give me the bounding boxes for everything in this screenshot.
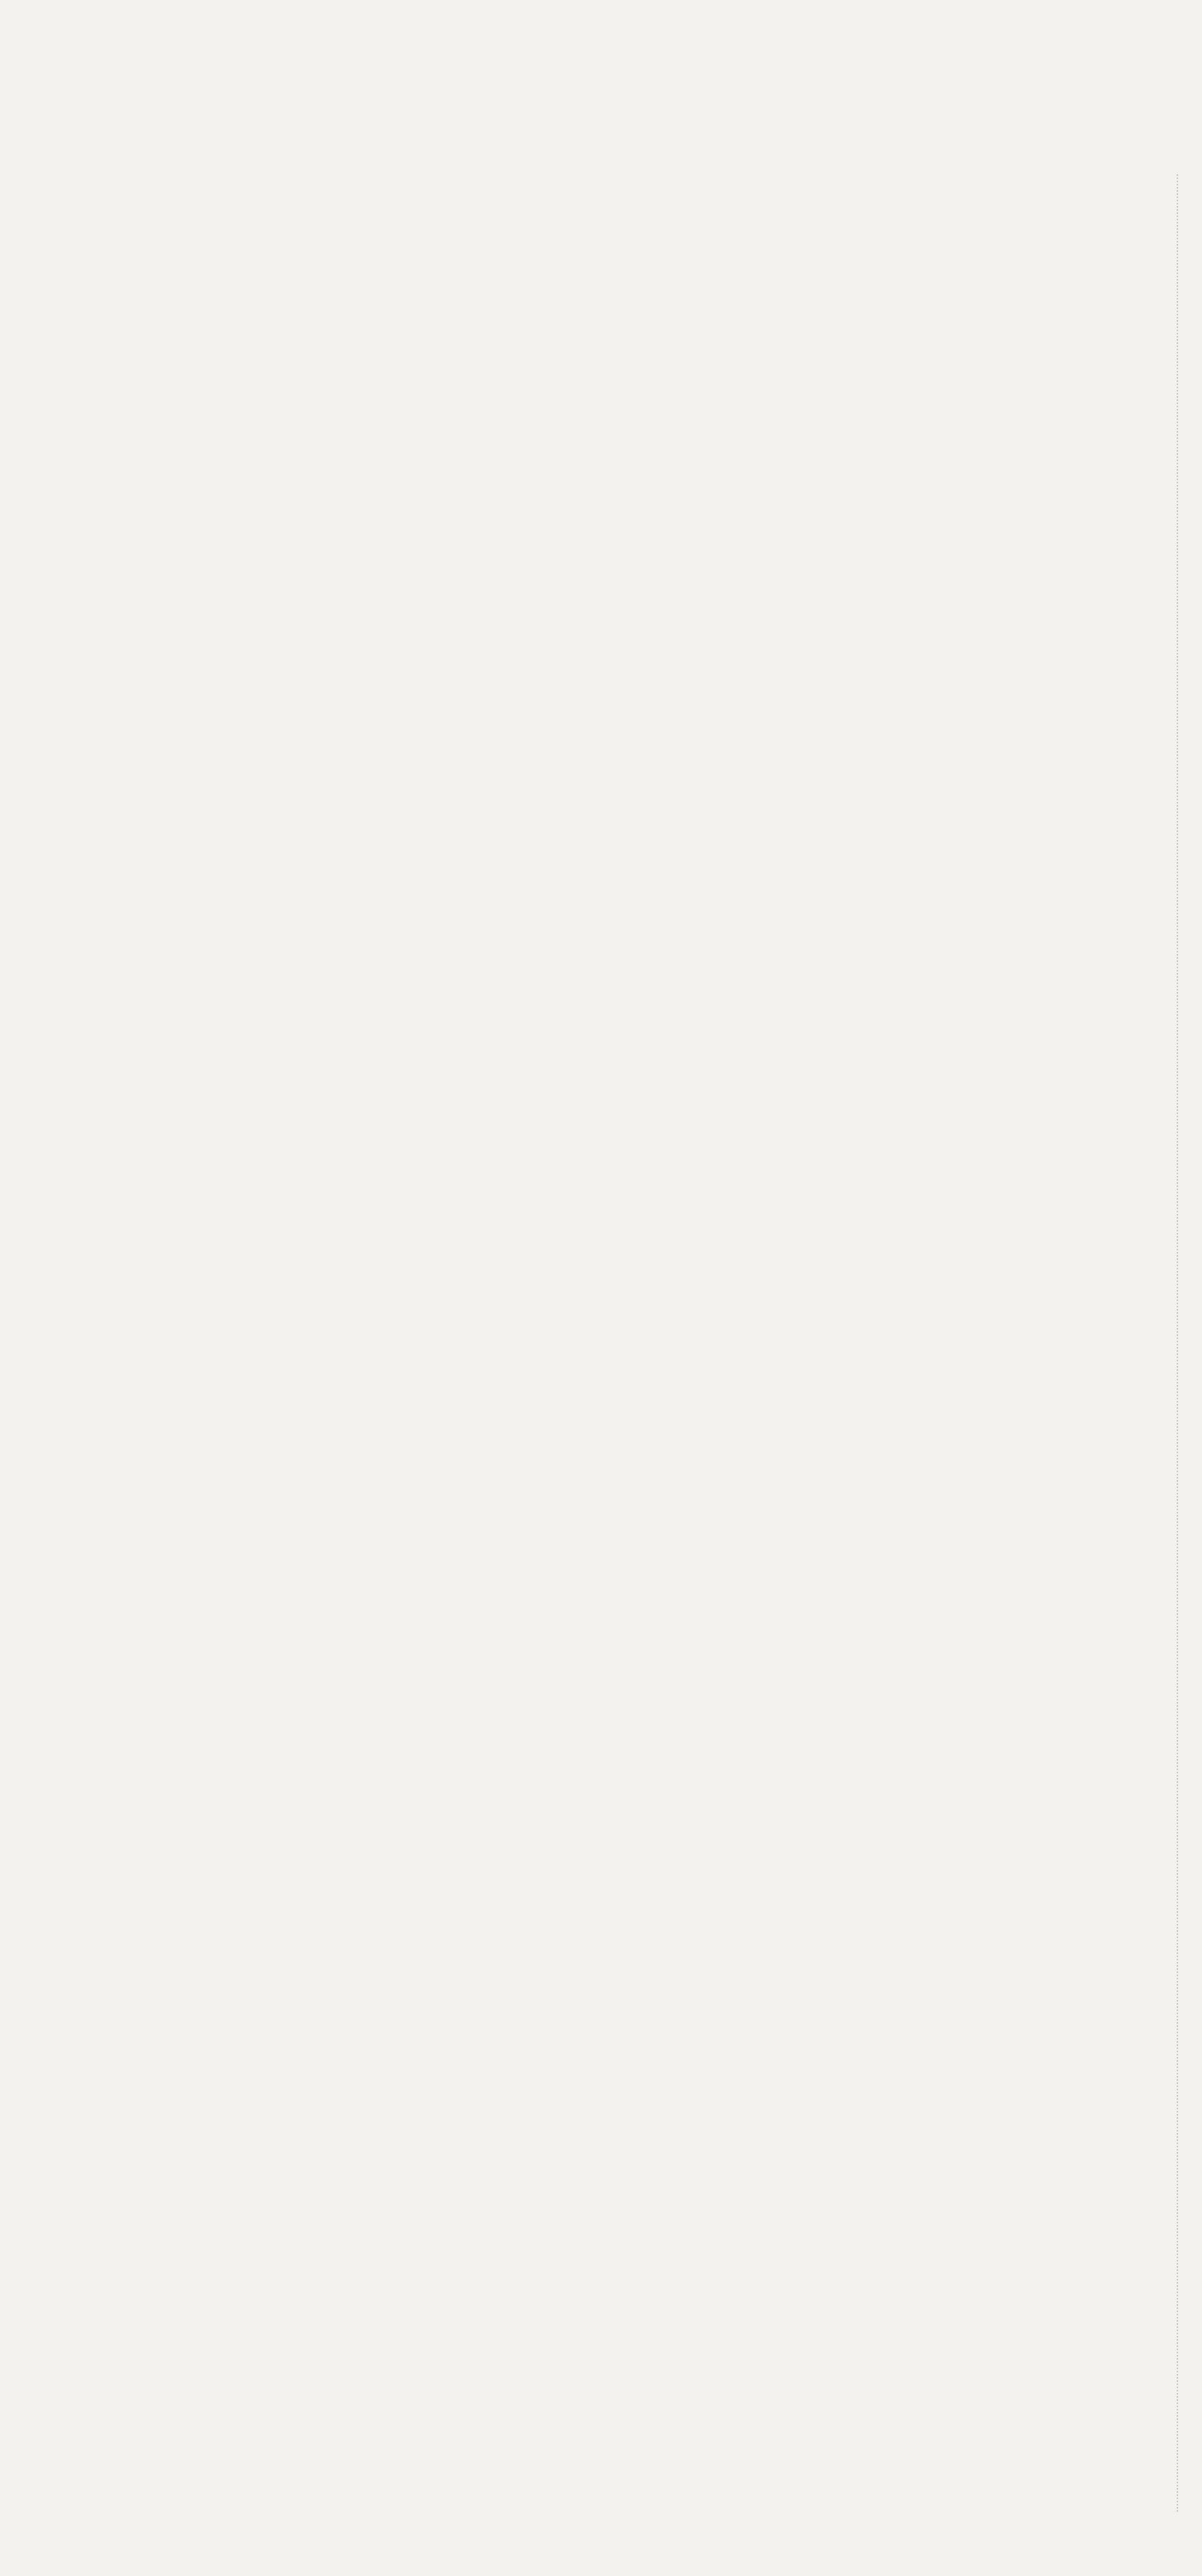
- margin-rule: [1175, 174, 1178, 2512]
